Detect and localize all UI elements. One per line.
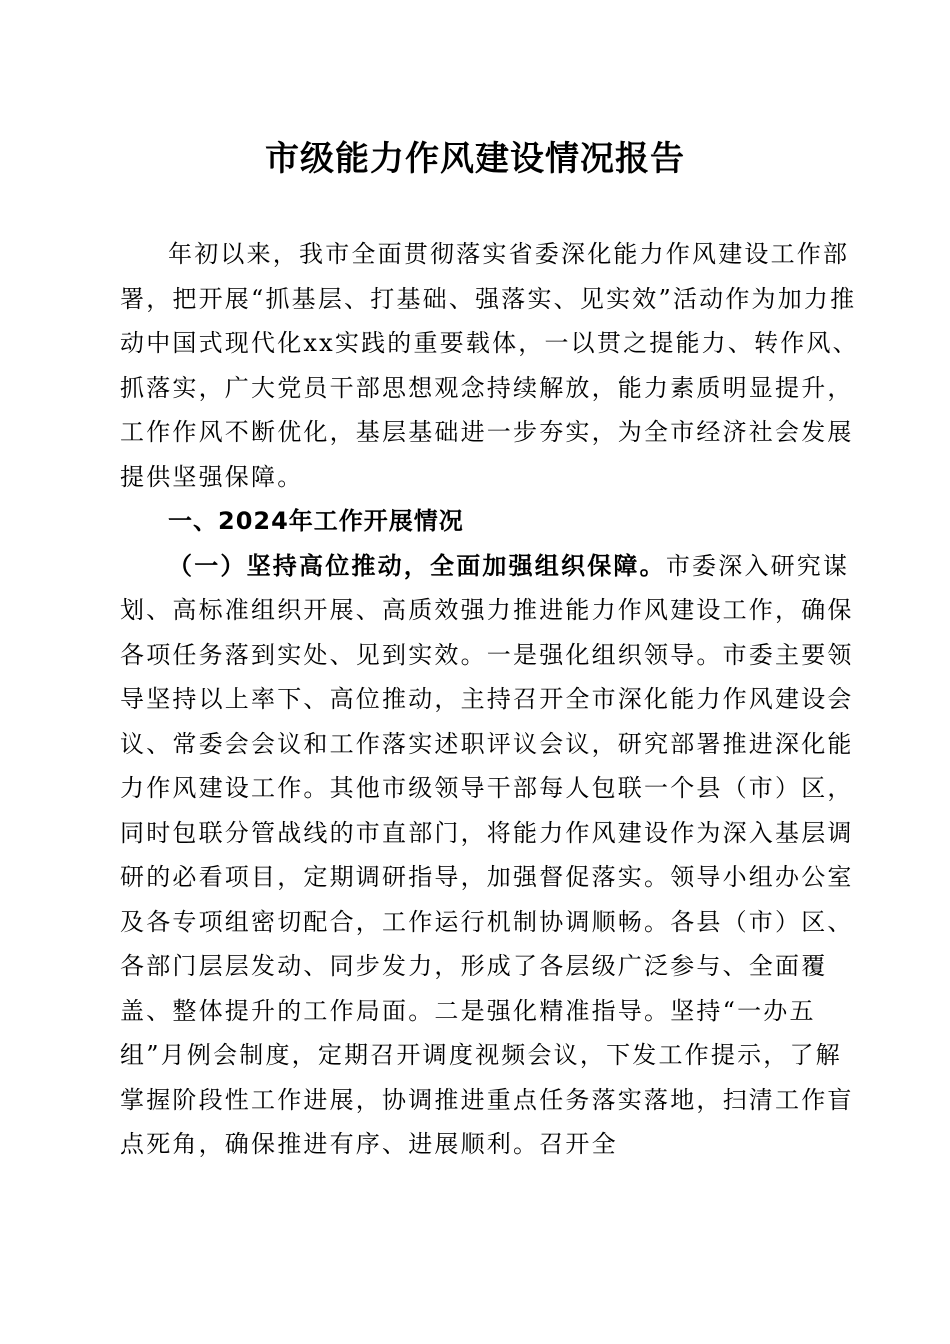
- subsection-lead: （一）坚持高位推动，全面加强组织保障。: [168, 550, 666, 580]
- subsection-body: 市委深入研究谋划、高标准组织开展、高质效强力推进能力作风建设工作，确保各项任务落到实处、见到实效。一是强化组织领导。市委主要领导坚持以上率下、高位推动，主持召开全市深化能力作风建设会议、常委会会议和工作落实述职评议会议，研究部署推进深化能力作风建设工作。其他市级领导干部每人包联一个县（市）区，同时包联分管战线的市直部门，将能力作风建设作为深入基层调研的必看项目，定期调研指导，加强督促落实。领导小组办公室及各专项组密切配合，工作运行机制协调顺畅。各县（市）区、各部门层层发动、同步发力，形成了各层级广泛参与、全面覆盖、整体提升的工作局面。二是强化精准指导。坚持“一办五组”月例会制度，定期召开调度视频会议，下发工作提示，了解掌握阶段性工作进展，协调推进重点任务落实落地，扫清工作盲点死角，确保推进有序、进展顺利。召开全: [120, 551, 854, 1158]
- intro-paragraph: 年初以来，我市全面贯彻落实省委深化能力作风建设工作部署，把开展“抓基层、打基础、强落实、见实效”活动作为加力推动中国式现代化xx实践的重要载体，一以贯之提能力、转作风、抓落实，广大党员干部思想观念持续解放，能力素质明显提升，工作作风不断优化，基层基础进一步夯实，为全市经济社会发展提供坚强保障。: [120, 240, 859, 491]
- subsection-paragraph: [120, 544, 860, 1167]
- document-body: [120, 232, 860, 1167]
- section-heading: 一、2024年工作开展情况: [168, 507, 464, 535]
- document-title: 市级能力作风建设情况报告: [265, 139, 685, 179]
